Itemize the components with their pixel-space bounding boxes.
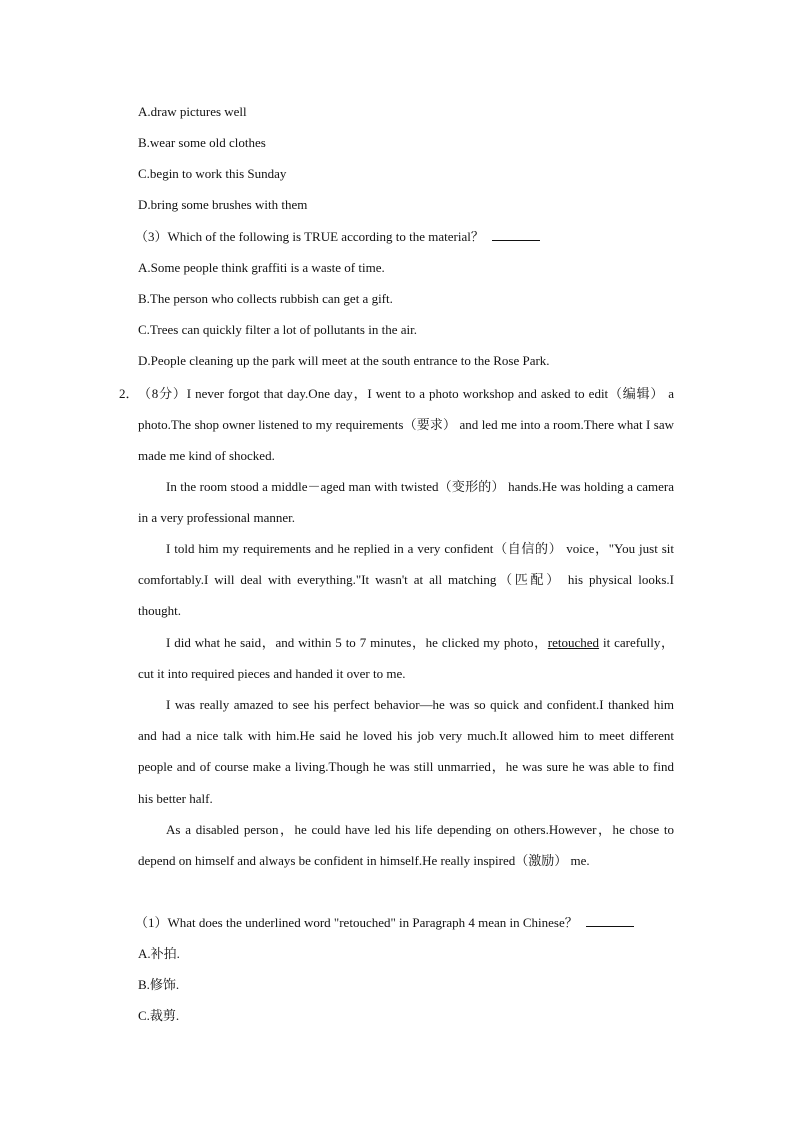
option-c: C.裁剪.: [138, 1008, 180, 1023]
option-a: A.补拍.: [138, 946, 180, 961]
passage-paragraph-4-text-b: it carefully，cut it into required pieces and handed it over to me.: [138, 635, 674, 682]
option-c: C.Trees can quickly filter a lot of pollutants in the air.: [138, 322, 417, 337]
passage-paragraph-2-text: In the room stood a middle－aged man with twisted（变形的） hands.He was holding a camera in a very professional manner.: [138, 479, 674, 526]
option-c: C.begin to work this Sunday: [138, 166, 287, 181]
option-b: B.修饰.: [138, 977, 180, 992]
question-stem: [135, 914, 634, 932]
option-a: A.Some people think graffiti is a waste of time.: [138, 260, 385, 275]
passage-paragraph-3: [138, 533, 674, 627]
passage-paragraph-5: [138, 689, 674, 814]
passage-paragraph-4: [138, 627, 674, 689]
question-stem-text: （1）What does the underlined word "retouched" in Paragraph 4 mean in Chinese？: [135, 915, 578, 930]
question-number: 2．: [119, 386, 139, 401]
passage-paragraph-5-text: I was really amazed to see his perfect behavior—he was so quick and confident.I thanked him and had a nice talk with him.He said he loved his job very much.It allowed him to meet different people and of course make a living.Though he was still unmarried，he was sure he was able to find his better half.: [138, 697, 674, 806]
answer-blank: [492, 228, 540, 241]
option-a: A.draw pictures well: [138, 104, 247, 119]
option-b: B.The person who collects rubbish can get a gift.: [138, 291, 393, 306]
passage-paragraph-6-text: As a disabled person，he could have led his life depending on others.However，he chose to depend on himself and always be confident in himself.He really inspired（激励） me.: [138, 822, 674, 869]
option-b: B.wear some old clothes: [138, 135, 266, 150]
question-stem-text: （3）Which of the following is TRUE according to the material？: [135, 229, 484, 244]
answer-blank: [586, 914, 634, 927]
option-d: D.People cleaning up the park will meet at the south entrance to the Rose Park.: [138, 353, 550, 368]
passage-paragraph-4-text-a: I did what he said，and within 5 to 7 minutes，he clicked my photo，: [166, 635, 548, 650]
passage-paragraph-6: [138, 814, 674, 876]
passage-paragraph-1: （8分）I never forgot that day.One day，I went to a photo workshop and asked to edit（编辑） a photo.The shop owner listened to my requirements（要求） and led me into a room.There what I saw made me kind of shocked.: [138, 386, 674, 464]
underlined-word: retouched: [547, 635, 600, 650]
question-stem: [135, 228, 540, 246]
passage-paragraph-3-text: I told him my requirements and he replied in a very confident（自信的） voice，"You just sit comfortably.I will deal with everything."It wasn't at all matching（匹配） his physical looks.I thought.: [138, 541, 674, 619]
option-d: D.bring some brushes with them: [138, 197, 308, 212]
passage-paragraph-2: [138, 471, 674, 533]
